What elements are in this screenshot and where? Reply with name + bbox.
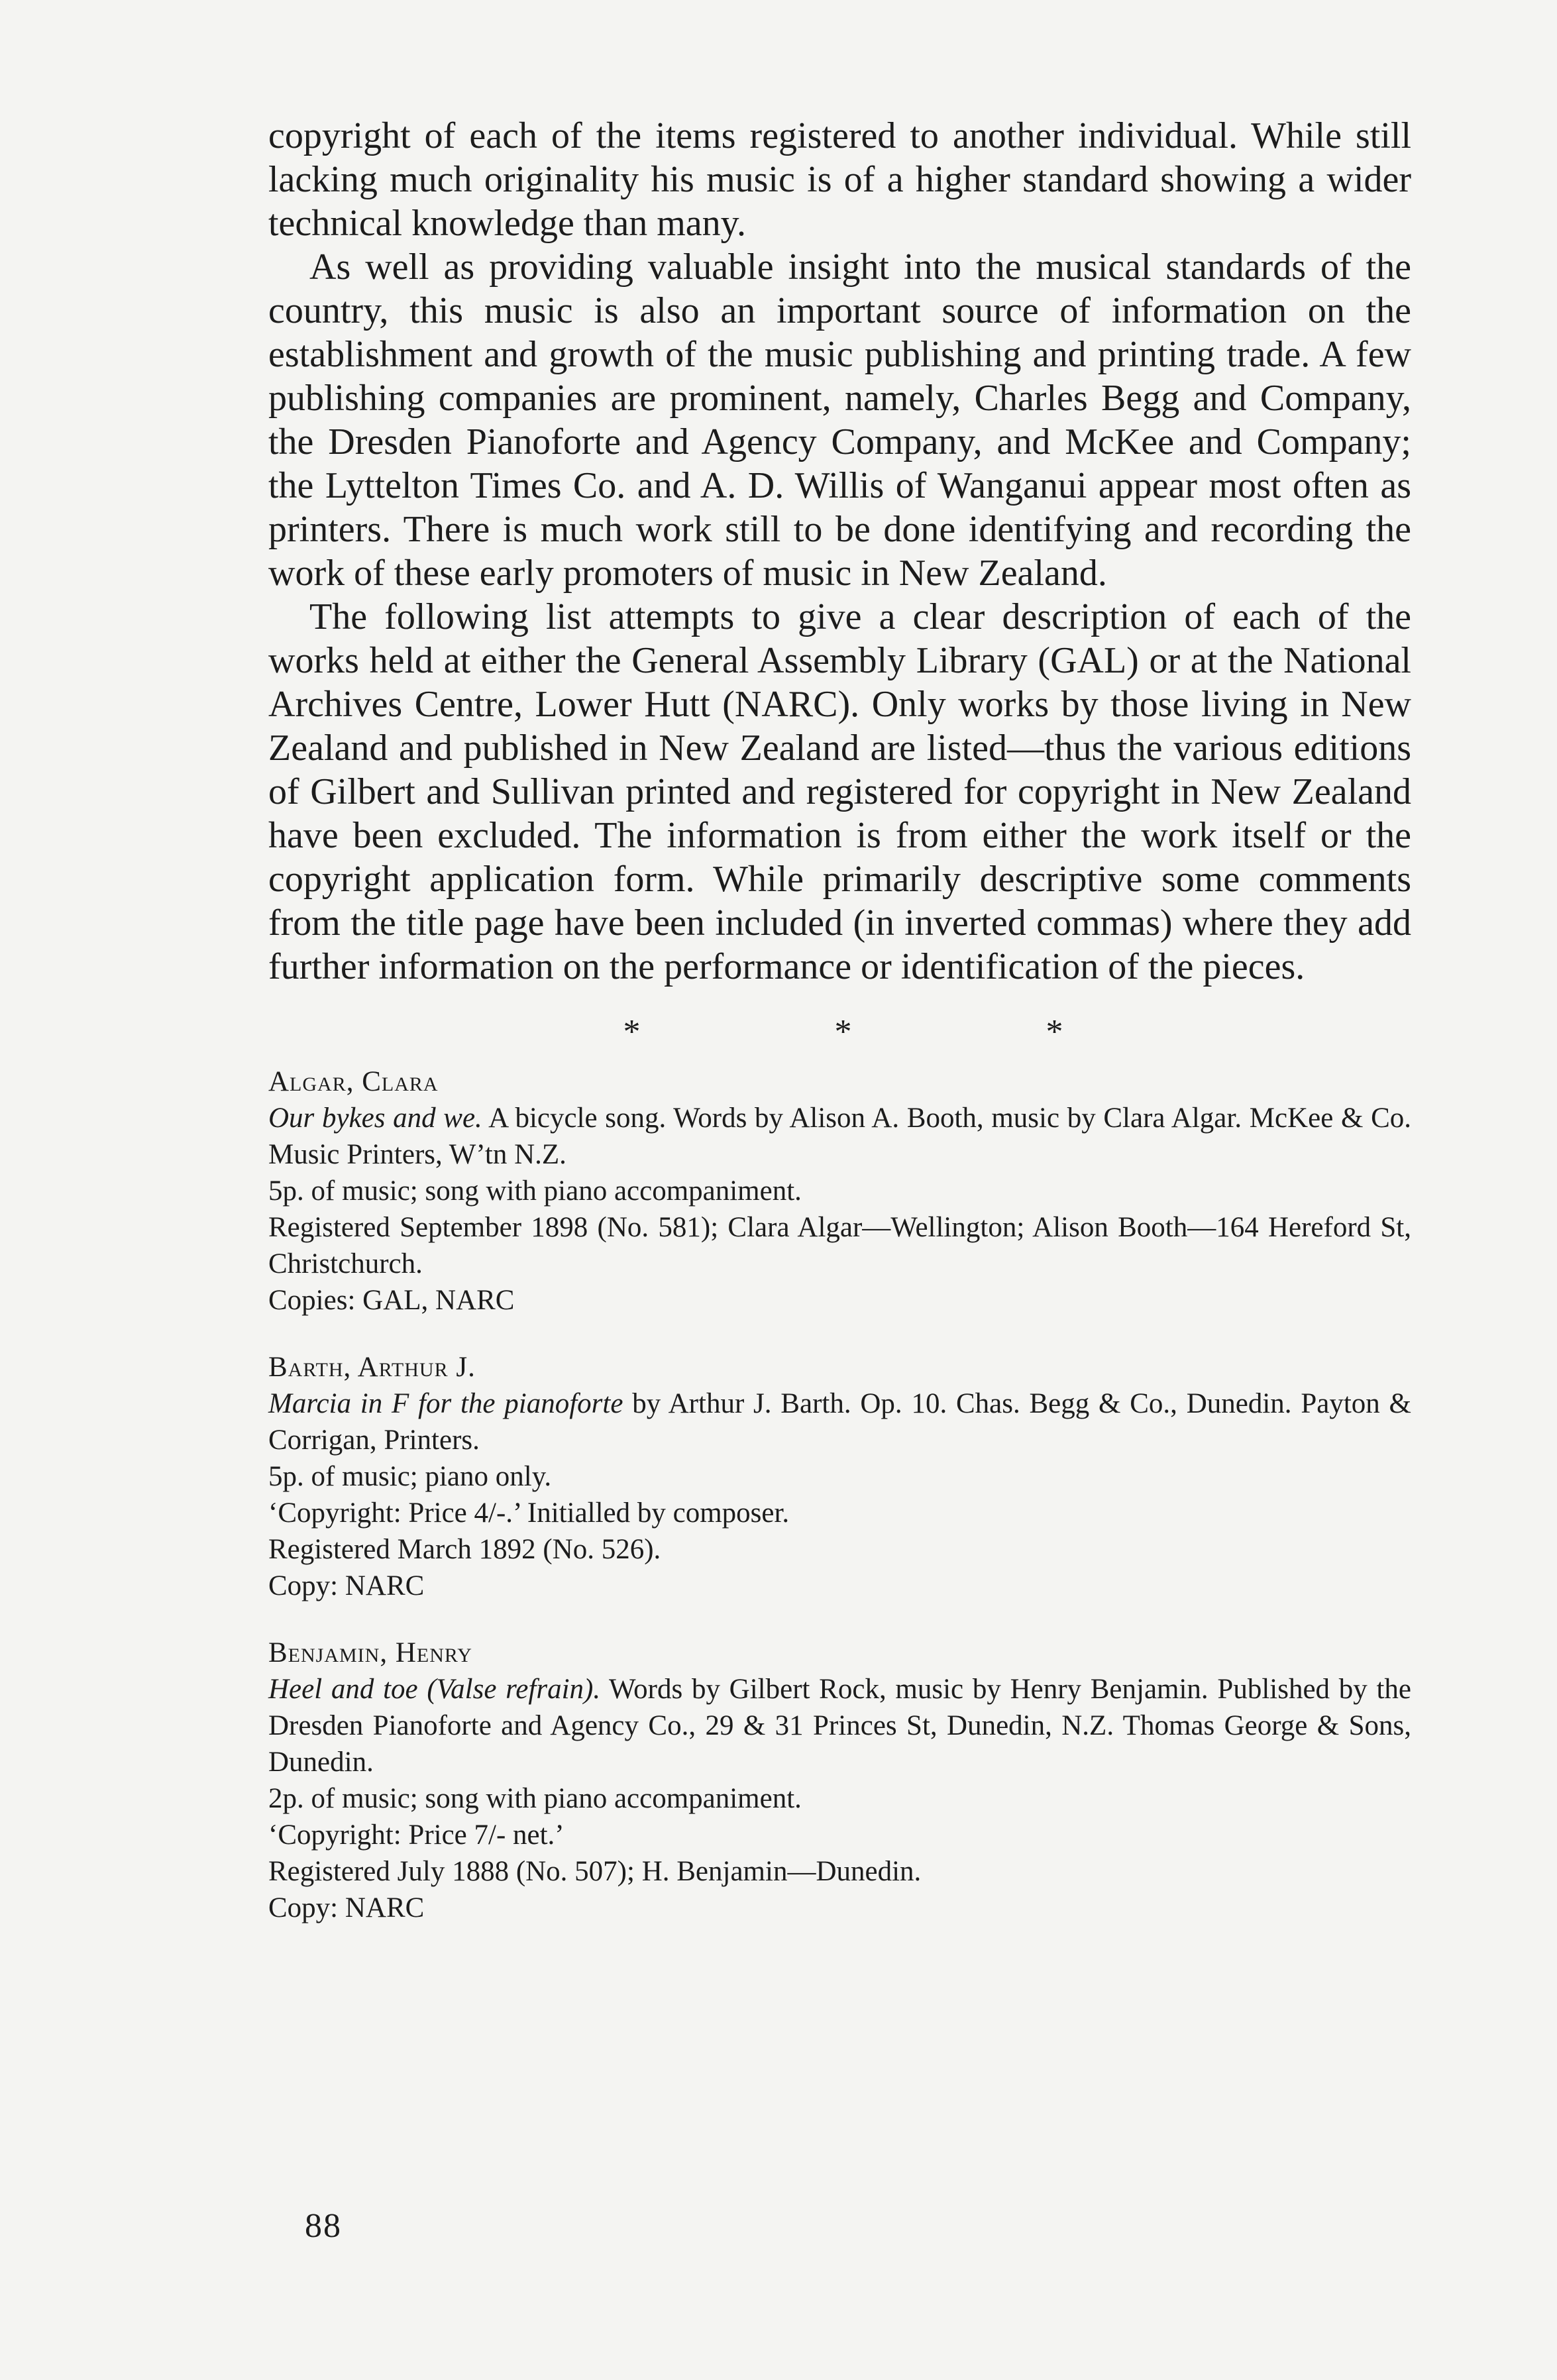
paragraph: The following list attempts to give a clear description of each of the works held at either the General Assembly Library (GAL) or at the National Archives Centre, Lower Hutt (NARC). Only works by those living in New Zealand and published in New Zealand are listed—thus the various editions of Gilbert and Sullivan printed and registered for copyright in New Zealand have been excluded. The information is from either the work itself or the copyright application form. While primarily descriptive some comments from the title page have been included (in inverted commas) where they add further information on the performance or identification of the pieces. [268,596,1411,987]
entry-detail: Registered July 1888 (No. 507); H. Benjamin—Dunedin. [268,1856,922,1887]
entry-detail: ‘Copyright: Price 4/-.’ Initialled by composer. [268,1497,790,1529]
entry-heading: Barth, Arthur J. [268,1352,476,1383]
entry-title-line [268,1385,1411,1458]
entry-title: Heel and toe (Valse refrain). [268,1674,601,1705]
page-content [268,114,1411,1926]
entry-title: Marcia in F for the pianoforte [268,1388,623,1419]
paragraph: As well as providing valuable insight into the musical standards of the country, this music is also an important source of information on the establishment and growth of the music publishing and printing trade. A few publishing companies are prominent, namely, Charles Begg and Company, the Dresden Pianoforte and Agency Company, and McKee and Company; the Lyttelton Times Co. and A. D. Willis of Wanganui appear most often as printers. There is much work still to be done identifying and recording the work of these early promoters of music in New Zealand. [268,246,1411,594]
entry-heading: Benjamin, Henry [268,1637,472,1668]
body-text [268,114,1411,989]
entry-detail: 5p. of music; song with piano accompaniment. [268,1175,802,1207]
entry-title-line [268,1100,1411,1173]
entry-publication: A bicycle song. Words by Alison A. Booth, music by Clara Algar. McKee & Co. Music Printers, W’tn N.Z. [268,1103,1412,1170]
entry-publication: by Arthur J. Barth. Op. 10. Chas. Begg & Co., Dunedin. Payton & Corrigan, Printers. [268,1388,1411,1456]
entry-detail: 5p. of music; piano only. [268,1461,552,1492]
paragraph: copyright of each of the items registered to another individual. While still lacking much originality his music is of a higher standard showing a wider technical knowledge than many. [268,115,1411,244]
entry-detail: Registered March 1892 (No. 526). [268,1534,661,1565]
entry-publication: Words by Gilbert Rock, music by Henry Benjamin. Published by the Dresden Pianoforte and Agency Co., 29 & 31 Princes St, Dunedin, N.Z. Thomas George & Sons, Dunedin. [268,1674,1411,1778]
entry-detail: ‘Copyright: Price 7/- net.’ [268,1819,564,1851]
entry-detail: Copies: GAL, NARC [268,1285,515,1316]
list-item [268,1635,1411,1926]
entry-detail: 2p. of music; song with piano accompaniment. [268,1783,802,1814]
entry-heading: Algar, Clara [268,1066,439,1097]
entry-detail: Copy: NARC [268,1570,425,1601]
list-item [268,1349,1411,1604]
entry-detail: Copy: NARC [268,1892,425,1923]
entry-list [268,1063,1411,1926]
entry-detail: Registered September 1898 (No. 581); Clara Algar—Wellington; Alison Booth—164 Hereford St, Christchurch. [268,1212,1411,1279]
page-number: 88 [305,2207,342,2245]
list-item [268,1063,1411,1319]
entry-title-line [268,1671,1411,1780]
section-separator: * * * [623,1013,1156,1051]
entry-title: Our bykes and we. [268,1103,482,1134]
